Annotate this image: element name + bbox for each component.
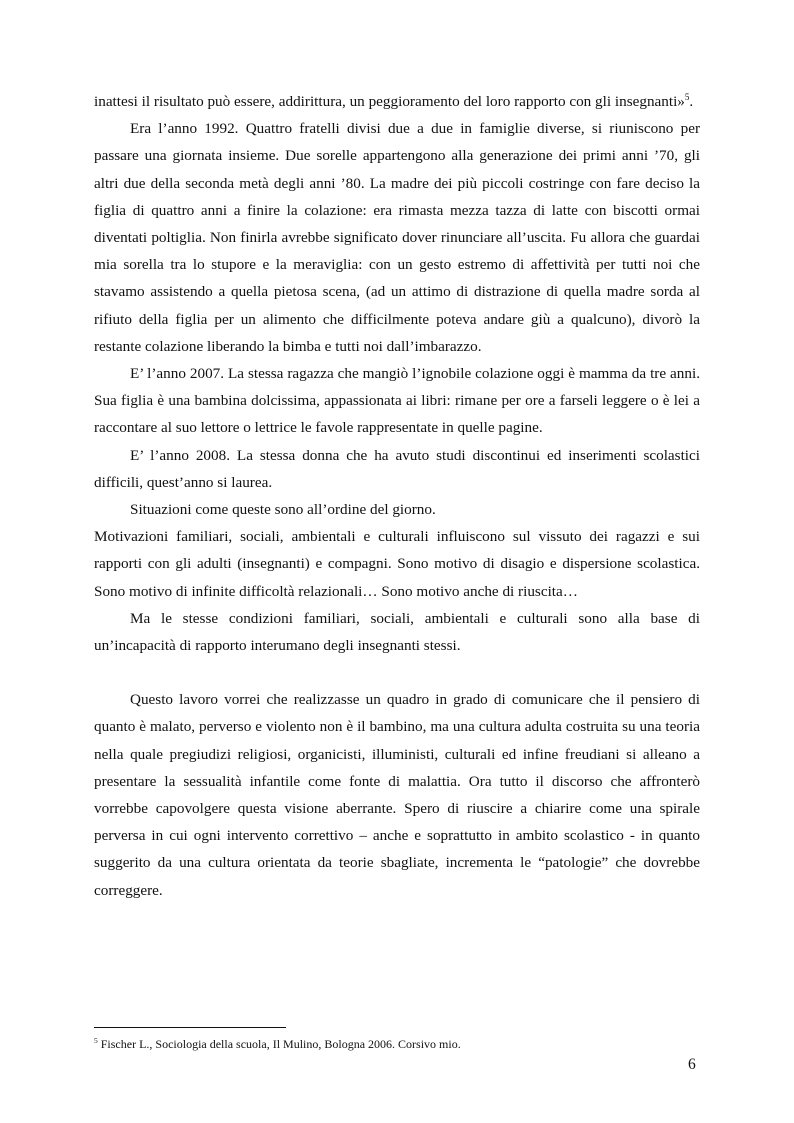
page-number: 6 [688, 1056, 696, 1073]
footnote-reference[interactable]: 5 [684, 91, 690, 102]
paragraph-continuation [94, 88, 700, 115]
paragraph-text: inattesi il risultato può essere, addirittura, un peggioramento del loro rapporto con gli insegnanti» [94, 93, 685, 110]
paragraph-2008: E’ l’anno 2008. La stessa donna che ha avuto studi discontinui ed inserimenti scolastici difficili, quest’anno si laurea. [94, 446, 700, 491]
paragraph-2007: E’ l’anno 2007. La stessa ragazza che mangiò l’ignobile colazione oggi è mamma da tre anni. Sua figlia è una bambina dolcissima, appassionata ai libri: rimane per ore a farseli leggere o è lei a raccontare al suo lettore o lettrice le favole rappresentate in quelle pagine. [94, 365, 700, 437]
paragraph-situazioni: Situazioni come queste sono all’ordine del giorno. [130, 501, 436, 519]
paragraph-motivazioni: Motivazioni familiari, sociali, ambientali e culturali influiscono sul vissuto dei ragazzi e sui rapporti con gli adulti (insegnanti) e compagni. Sono motivo di disagio e dispersione scolastica. Sono motivo di infinite difficoltà relazionali… Sono motivo anche di riuscita… [94, 528, 700, 600]
paragraph-tail: . [689, 93, 694, 110]
paragraph-condizioni: Ma le stesse condizioni familiari, sociali, ambientali e culturali sono alla base di un’incapacità di rapporto interumano degli insegnanti stessi. [94, 609, 700, 655]
footnote-divider [94, 1027, 286, 1028]
footnote [94, 1036, 700, 1052]
paragraph-gap [94, 659, 700, 686]
footnote-number: 5 [94, 1036, 98, 1045]
paragraph-lavoro: Questo lavoro vorrei che realizzasse un quadro in grado di comunicare che il pensiero di quanto è malato, perverso e violento non è il bambino, ma una cultura adulta costruita su una teoria nella quale pregiudizi religiosi, organicisti, illuministi, culturali ed infine freudiani si alleano a presentare la sessualità infantile come fonte di malattia. Ora tutto il discorso che affronterò vorrebbe capovolgere questa visione aberrante. Spero di riuscire a chiarire come una spirale perversa in cui ogni intervento correttivo – anche e soprattutto in ambito scolastico - in quanto suggerito da una cultura orientata da teorie sbagliate, incrementa le “patologie” che dovrebbe correggere. [94, 691, 700, 899]
footnote-text: Fischer L., Sociologia della scuola, Il Mulino, Bologna 2006. Corsivo mio. [97, 1037, 461, 1051]
page-body [94, 88, 700, 904]
paragraph-1992: Era l’anno 1992. Quattro fratelli divisi due a due in famiglie diverse, si riuniscono per passare una giornata insieme. Due sorelle appartengono alla generazione dei primi anni ’70, gli altri due della seconda metà degli anni ’80. La madre dei più piccoli costringe con fare deciso la figlia di quattro anni a finire la colazione: era rimasta mezza tazza di latte con biscotti ormai diventati poltiglia. Non finirla avrebbe significato dover rinunciare all’uscita. Fu allora che guardai mia sorella tra lo stupore e la meraviglia: con un gesto estremo di affettività per tutti noi che stavamo assistendo a quella pietosa scena, (ad un attimo di distrazione di quella madre sorda al rifiuto della figlia per un alimento che difficilmente poteva andare giù a qualcuno), divorò la restante colazione liberando la bimba e tutti noi dall’imbarazzo. [94, 120, 700, 355]
